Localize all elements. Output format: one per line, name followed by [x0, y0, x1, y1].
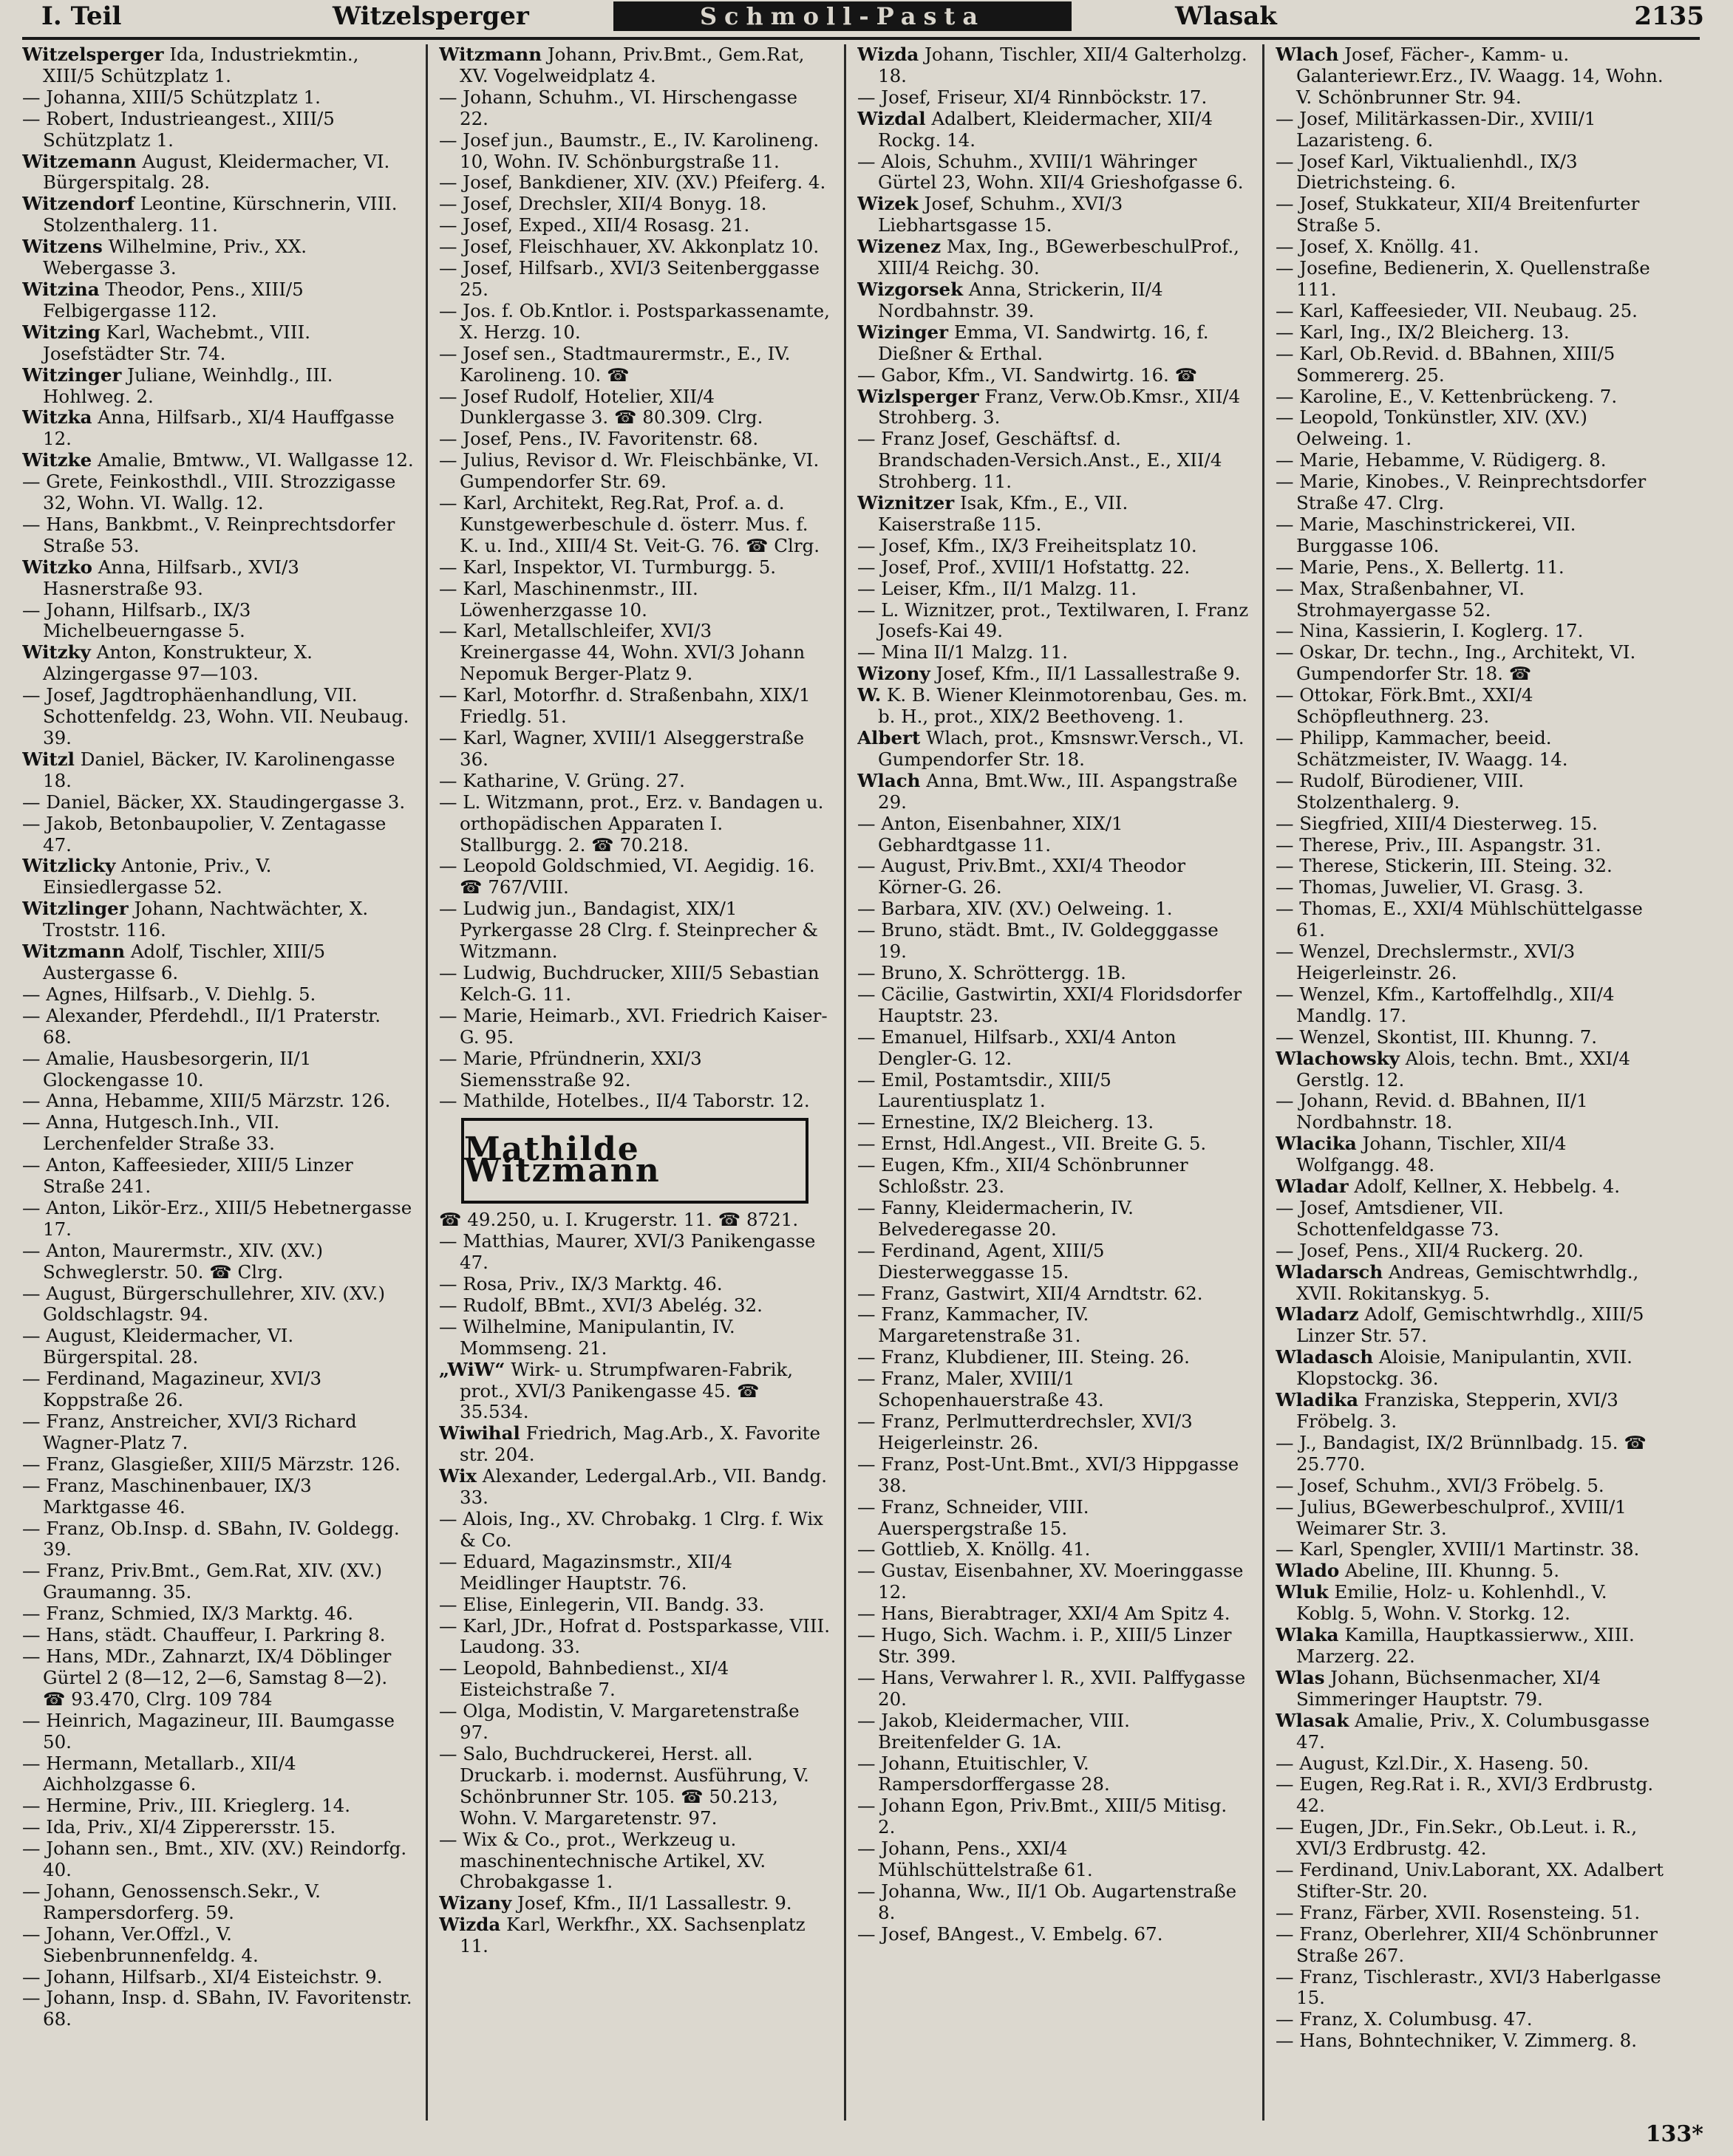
directory-entry: — Leiser, Kfm., II/1 Malzg. 11.	[857, 577, 1137, 599]
directory-entry: — Josefine, Bedienerin, X. Quellenstraße 111.	[1276, 257, 1650, 300]
directory-entry: — Hans, Bohntechniker, V. Zimmerg. 8.	[1276, 2030, 1638, 2052]
directory-entry: — Franz, Priv.Bmt., Gem.Rat, XIV. (XV.) Graumanng. 35.	[22, 1560, 383, 1603]
directory-entry: — Karl, Inspektor, VI. Turmburgg. 5.	[439, 556, 777, 578]
directory-entry: Witzendorf Leontine, Kürschnerin, VIII. Stolzenthalerg. 11.	[22, 193, 398, 236]
directory-entry: — Johann sen., Bmt., XIV. (XV.) Reindorfg. 40.	[22, 1838, 407, 1881]
directory-entry: — Karl, Kaffeesieder, VII. Neubaug. 25.	[1276, 299, 1638, 321]
directory-entry: — Hermine, Priv., III. Krieglerg. 14.	[22, 1795, 351, 1817]
directory-entry: — Franz, Gastwirt, XII/4 Arndtstr. 62.	[857, 1282, 1203, 1304]
directory-entry: — August, Bürgerschullehrer, XIV. (XV.) Goldschlagstr. 94.	[22, 1282, 386, 1326]
directory-entry: — Anton, Eisenbahner, XIX/1 Gebhardtgasse 11.	[857, 812, 1123, 856]
directory-entry: — Josef, Friseur, XI/4 Rinnböckstr. 17.	[857, 86, 1208, 108]
directory-entry: — Franz, X. Columbusg. 47.	[1276, 2008, 1533, 2030]
directory-entry: — Nina, Kassierin, I. Koglerg. 17.	[1276, 620, 1584, 642]
directory-entry: — Josef, Amtsdiener, VII. Schottenfeldgasse 73.	[1276, 1196, 1504, 1240]
directory-entry: — Anton, Kaffeesieder, XIII/5 Linzer Straße 241.	[22, 1154, 353, 1198]
directory-entry: — Max, Straßenbahner, VI. Strohmayergasse 52.	[1276, 577, 1525, 621]
signature-mark: 133*	[1645, 2121, 1703, 2147]
directory-entry: Wladika Franziska, Stepperin, XVI/3 Fröbelg. 3.	[1276, 1389, 1618, 1432]
directory-entry: Witzina Theodor, Pens., XIII/5 Felbigergasse 112.	[22, 278, 304, 321]
directory-entry: — Robert, Industrieangest., XIII/5 Schützplatz 1.	[22, 107, 335, 151]
directory-entry: Wladar Adolf, Kellner, X. Hebbelg. 4.	[1276, 1176, 1621, 1198]
directory-entry: — Alois, Schuhm., XVIII/1 Währinger Gürtel 23, Wohn. XII/4 Grieshofgasse 6.	[857, 150, 1244, 194]
directory-entry: — Ernestine, IX/2 Bleicherg. 13.	[857, 1111, 1154, 1133]
directory-entry: — Josef, Jagdtrophäenhandlung, VII. Schottenfeldg. 23, Wohn. VII. Neubaug. 39.	[22, 684, 409, 748]
directory-entry: Wix Alexander, Ledergal.Arb., VII. Bandg. 33.	[439, 1465, 827, 1509]
directory-entry: — Elise, Einlegerin, VII. Bandg. 33.	[439, 1593, 765, 1615]
directory-entry: Wladarz Adolf, Gemischtwrhdlg., XIII/5 Linzer Str. 57.	[1276, 1303, 1644, 1347]
directory-entry: — Anna, Hutgesch.Inh., VII. Lerchenfelder Straße 33.	[22, 1111, 280, 1155]
directory-entry: — Ottokar, Förk.Bmt., XXI/4 Schöpfleuthnerg. 23.	[1276, 684, 1533, 728]
directory-entry: — Karl, Motorfhr. d. Straßenbahn, XIX/1 Friedlg. 51.	[439, 684, 811, 728]
directory-entry: — Fanny, Kleidermacherin, IV. Belvederegasse 20.	[857, 1196, 1134, 1240]
directory-entry: Wiwihal Friedrich, Mag.Arb., X. Favorite str. 204.	[439, 1422, 820, 1466]
directory-entry: — Ferdinand, Agent, XIII/5 Diesterweggasse 15.	[857, 1239, 1105, 1283]
directory-entry: — Daniel, Bäcker, XX. Staudingergasse 3.	[22, 791, 406, 813]
directory-entry: — Gustav, Eisenbahner, XV. Moeringgasse 12.	[857, 1560, 1244, 1603]
directory-entry: — Franz, Klubdiener, III. Steing. 26.	[857, 1346, 1190, 1368]
directory-entry: Witzelsperger Ida, Industriekmtin., XIII/5 Schützplatz 1.	[22, 44, 359, 86]
directory-entry: Wizinger Emma, VI. Sandwirtg. 16, f. Dießner & Erthal.	[857, 321, 1209, 364]
directory-entry: Wlacika Johann, Tischler, XII/4 Wolfgangg. 48.	[1276, 1133, 1567, 1176]
directory-entry: — August, Priv.Bmt., XXI/4 Theodor Körner-G. 26.	[857, 855, 1186, 898]
directory-entry: Wladasch Aloisie, Manipulantin, XVII. Klopstockg. 36.	[1276, 1346, 1632, 1390]
directory-entry: — Eugen, Reg.Rat i. R., XVI/3 Erdbrustg. 42.	[1276, 1773, 1654, 1817]
directory-entry: — Anton, Maurermstr., XIV. (XV.) Schweglerstr. 50. ☎ Clrg.	[22, 1239, 324, 1283]
directory-entry: — Siegfried, XIII/4 Diesterweg. 15.	[1276, 812, 1598, 834]
directory-entry: — Franz, Maschinenbauer, IX/3 Marktgasse 46.	[22, 1474, 312, 1518]
directory-entry: Wlachowsky Alois, techn. Bmt., XXI/4 Gerstlg. 12.	[1276, 1047, 1630, 1091]
directory-entry: Witzl Daniel, Bäcker, IV. Karolinengasse 18.	[22, 748, 395, 791]
directory-entry: — Katharine, V. Grüng. 27.	[439, 769, 685, 791]
directory-entry: Witzens Wilhelmine, Priv., XX. Webergasse 3.	[22, 236, 307, 279]
column-2	[439, 44, 831, 2121]
directory-entry: — Franz, Schneider, VIII. Auerspergstraße 15.	[857, 1495, 1089, 1539]
advertisement-text: Mathilde Witzmann	[464, 1130, 661, 1190]
directory-entry: — Marie, Pens., X. Bellertg. 11.	[1276, 556, 1565, 578]
directory-entry: — Karl, Wagner, XVIII/1 Alseggerstraße 36.	[439, 727, 805, 770]
directory-entry: — Josef, Stukkateur, XII/4 Breitenfurter Straße 5.	[1276, 193, 1640, 236]
directory-entry: — Josef, Pens., IV. Favoritenstr. 68.	[439, 428, 759, 450]
directory-entry: — Mina II/1 Malzg. 11.	[857, 641, 1069, 663]
directory-entry: — Karl, Metallschleifer, XVI/3 Kreinergasse 44, Wohn. XVI/3 Johann Nepomuk Berger-Platz 9.	[439, 620, 806, 685]
directory-entry: — Hugo, Sich. Wachm. i. P., XIII/5 Linzer Str. 399.	[857, 1624, 1232, 1667]
directory-entry: — Josef, Prof., XVIII/1 Hofstattg. 22.	[857, 556, 1191, 578]
directory-entry: Albert Wlach, prot., Kmsnswr.Versch., VI. Gumpendorfer Str. 18.	[857, 727, 1245, 770]
directory-entry: Witzko Anna, Hilfsarb., XVI/3 Hasnerstraße 93.	[22, 556, 299, 599]
directory-entry: — August, Kleidermacher, VI. Bürgerspital. 28.	[22, 1325, 294, 1368]
directory-entry: — Johann, Pens., XXI/4 Mühlschüttelstraße 61.	[857, 1838, 1093, 1881]
directory-entry: — Hans, MDr., Zahnarzt, IX/4 Döblinger Gürtel 2 (8—12, 2—6, Samstag 8—2). ☎ 93.470, Clrg. 109 784	[22, 1645, 392, 1710]
directory-entry: — Karl, JDr., Hofrat d. Postsparkasse, VIII. Laudong. 33.	[439, 1614, 830, 1658]
directory-entry: — August, Kzl.Dir., X. Haseng. 50.	[1276, 1752, 1589, 1774]
directory-entry: — Rudolf, Bürodiener, VIII. Stolzenthalerg. 9.	[1276, 769, 1525, 813]
directory-entry: Wizenez Max, Ing., BGewerbeschulProf., XIII/4 Reichg. 30.	[857, 236, 1239, 279]
directory-entry: — Johanna, Ww., II/1 Ob. Augartenstraße 8.	[857, 1880, 1237, 1923]
directory-entry: — Alois, Ing., XV. Chrobakg. 1 Clrg. f. Wix & Co.	[439, 1508, 823, 1551]
directory-entry: — Oskar, Dr. techn., Ing., Architekt, VI. Gumpendorfer Str. 18. ☎	[1276, 641, 1636, 685]
directory-entry: — Jakob, Kleidermacher, VIII. Breitenfelder G. 1A.	[857, 1709, 1130, 1753]
directory-entry: — Josef, Pens., XII/4 Ruckerg. 20.	[1276, 1239, 1584, 1261]
directory-entry: Wladarsch Andreas, Gemischtwrhdlg., XVII. Rokitanskyg. 5.	[1276, 1260, 1639, 1304]
directory-entry: Wizek Josef, Schuhm., XVI/3 Liebhartsgasse 15.	[857, 193, 1123, 236]
directory-entry: — Hermann, Metallarb., XII/4 Aichholzgasse 6.	[22, 1752, 296, 1795]
directory-entry: Wiznitzer Isak, Kfm., E., VII. Kaiserstraße 115.	[857, 492, 1128, 535]
directory-entry: — Ferdinand, Magazineur, XVI/3 Koppstraße 26.	[22, 1368, 322, 1411]
directory-entry: Wizlsperger Franz, Verw.Ob.Kmsr., XII/4 Strohberg. 3.	[857, 385, 1241, 429]
directory-entry: — Mathilde, Hotelbes., II/4 Taborstr. 12.	[439, 1090, 810, 1112]
directory-entry: Witzmann Johann, Priv.Bmt., Gem.Rat, XV. Vogelweidplatz 4.	[439, 44, 805, 86]
directory-entry: — Johann, Schuhm., VI. Hirschengasse 22.	[439, 86, 797, 129]
directory-entry: — Karl, Ob.Revid. d. BBahnen, XIII/5 Sommererg. 25.	[1276, 342, 1615, 386]
directory-entry: — Karl, Ing., IX/2 Bleicherg. 13.	[1276, 321, 1570, 343]
directory-entry: — Agnes, Hilfsarb., V. Diehlg. 5.	[22, 983, 316, 1005]
column-1	[22, 44, 414, 2121]
directory-entry: — Barbara, XIV. (XV.) Oelweing. 1.	[857, 898, 1173, 920]
directory-entry: — Rudolf, BBmt., XVI/3 Abelég. 32.	[439, 1294, 763, 1316]
directory-entry: — Julius, Revisor d. Wr. Fleischbänke, VI. Gumpendorfer Str. 69.	[439, 449, 820, 493]
directory-entry: — Franz, Oberlehrer, XII/4 Schönbrunner Straße 267.	[1276, 1923, 1658, 1966]
directory-entry: — Wilhelmine, Manipulantin, IV. Mommseng. 21.	[439, 1315, 735, 1359]
directory-entry: — L. Wiznitzer, prot., Textilwaren, I. Franz Josefs-Kai 49.	[857, 598, 1249, 642]
directory-entry: — Grete, Feinkosthdl., VIII. Strozzigasse 32, Wohn. VI. Wallg. 12.	[22, 471, 396, 514]
directory-entry: — Hans, Verwahrer l. R., XVII. Palffygasse 20.	[857, 1666, 1246, 1710]
directory-entry: — Franz, Post-Unt.Bmt., XVI/3 Hippgasse 38.	[857, 1453, 1239, 1496]
directory-entry: — Julius, BGewerbeschulprof., XVIII/1 Weimarer Str. 3.	[1276, 1495, 1627, 1539]
directory-entry: — Josef, Drechsler, XII/4 Bonyg. 18.	[439, 193, 767, 215]
directory-entry: Wizda Karl, Werkfhr., XX. Sachsenplatz 11.	[439, 1914, 806, 1957]
directory-entry: — Marie, Hebamme, V. Rüdigerg. 8.	[1276, 449, 1607, 471]
directory-entry: Witzky Anton, Konstrukteur, X. Alzingergasse 97—103.	[22, 641, 313, 685]
directory-entry: Witzke Amalie, Bmtww., VI. Wallgasse 12.	[22, 449, 414, 471]
directory-entry: — Franz, Glasgießer, XIII/5 Märzstr. 126.	[22, 1453, 401, 1475]
directory-entry: — Johann, Genossensch.Sekr., V. Rampersdorferg. 59.	[22, 1880, 321, 1923]
directory-entry: — Wenzel, Kfm., Kartoffelhdlg., XII/4 Mandlg. 17.	[1276, 983, 1615, 1026]
directory-entry: — Johann, Revid. d. BBahnen, II/1 Nordbahnstr. 18.	[1276, 1090, 1588, 1133]
directory-entry: — Josef, Bankdiener, XIV. (XV.) Pfeiferg. 4.	[439, 171, 826, 194]
directory-entry: Wluk Emilie, Holz- u. Kohlenhdl., V. Koblg. 5, Wohn. V. Storkg. 12.	[1276, 1581, 1607, 1625]
header-advertisement: Schmoll-Pasta	[613, 1, 1072, 31]
directory-entry: — Johann, Insp. d. SBahn, IV. Favoritenstr. 68.	[22, 1987, 412, 2030]
directory-entry: — Johann Egon, Priv.Bmt., XIII/5 Mitisg. 2.	[857, 1795, 1228, 1838]
column-4	[1276, 44, 1667, 2121]
directory-entry: — Thomas, E., XXI/4 Mühlschüttelgasse 61.	[1276, 898, 1643, 941]
directory-entry: — Hans, Bankbmt., V. Reinprechtsdorfer Straße 53.	[22, 513, 395, 556]
directory-entry: — Marie, Pfründnerin, XXI/3 Siemensstraße 92.	[439, 1047, 702, 1091]
directory-entry: — Ferdinand, Univ.Laborant, XX. Adalbert Stifter-Str. 20.	[1276, 1859, 1664, 1902]
directory-entry: — Karl, Maschinenmstr., III. Löwenherzgasse 10.	[439, 577, 698, 621]
directory-entry: — Wenzel, Skontist, III. Khunng. 7.	[1276, 1026, 1598, 1048]
directory-entry: — Amalie, Hausbesorgerin, II/1 Glockengasse 10.	[22, 1047, 312, 1091]
directory-entry: — Leopold, Bahnbedienst., XI/4 Eisteichstraße 7.	[439, 1657, 729, 1701]
directory-entry: „WiW“ Wirk- u. Strumpfwaren-Fabrik, prot., XVI/3 Panikengasse 45. ☎ 35.534.	[439, 1358, 794, 1423]
directory-entry: — Karl, Architekt, Reg.Rat, Prof. a. d. Kunstgewerbeschule d. österr. Mus. f. K. u. Ind., XIII/4 St. Veit-G. 76. ☎ Clrg.	[439, 492, 820, 556]
directory-entry: — Josef, Hilfsarb., XVI/3 Seitenberggasse 25.	[439, 257, 820, 300]
directory-entry: — Eugen, JDr., Fin.Sekr., Ob.Leut. i. R., XVI/3 Erdbrustg. 42.	[1276, 1816, 1638, 1860]
directory-entry: — Franz, Kammacher, IV. Margaretenstraße 31.	[857, 1303, 1089, 1347]
directory-entry: — Jakob, Betonbaupolier, V. Zentagasse 47.	[22, 812, 387, 856]
directory-entry: — Emil, Postamtsdir., XIII/5 Laurentiusplatz 1.	[857, 1068, 1111, 1112]
directory-entry: — Hans, städt. Chauffeur, I. Parkring 8.	[22, 1624, 386, 1646]
directory-entry: — Jos. f. Ob.Kntlor. i. Postsparkassenamte, X. Herzg. 10.	[439, 299, 830, 343]
directory-entry: — Leopold, Tonkünstler, XIV. (XV.) Oelweing. 1.	[1276, 406, 1587, 450]
directory-entry: — Johann, Hilfsarb., XI/4 Eisteichstr. 9.	[22, 1965, 383, 1988]
directory-entry: — Franz Josef, Geschäftsf. d. Brandschaden-Versich.Anst., E., XII/4 Strohberg. 11.	[857, 428, 1222, 493]
directory-entry: — Josef, Kfm., IX/3 Freiheitsplatz 10.	[857, 534, 1197, 556]
directory-entry: — Josef sen., Stadtmaurermstr., E., IV. Karolineng. 10. ☎	[439, 342, 791, 386]
directory-entry: — Bruno, X. Schröttergg. 1B.	[857, 961, 1126, 983]
directory-entry: — Marie, Kinobes., V. Reinprechtsdorfer Straße 47. Clrg.	[1276, 471, 1647, 514]
directory-entry: Witzlinger Johann, Nachtwächter, X. Troststr. 116.	[22, 898, 369, 941]
directory-entry: — Josef jun., Baumstr., E., IV. Karolineng. 10, Wohn. IV. Schönburgstraße 11.	[439, 129, 820, 172]
directory-entry: — Johann, Ver.Offzl., V. Siebenbrunnenfeldg. 4.	[22, 1923, 259, 1966]
directory-entry: — Karoline, E., V. Kettenbrückeng. 7.	[1276, 385, 1618, 407]
directory-entry: Wizony Josef, Kfm., II/1 Lassallestraße 9.	[857, 663, 1241, 685]
running-header	[22, 0, 1715, 33]
directory-entry: — Franz, Tischlerastr., XVI/3 Haberlgasse 15.	[1276, 1965, 1661, 2009]
directory-entry: Witzemann August, Kleidermacher, VI. Bürgerspitalg. 28.	[22, 150, 390, 194]
directory-entry: Witzka Anna, Hilfsarb., XI/4 Hauffgasse 12.	[22, 406, 395, 450]
directory-entry: — Josef Rudolf, Hotelier, XII/4 Dunklergasse 3. ☎ 80.309. Clrg.	[439, 385, 763, 429]
directory-entry: Witzinger Juliane, Weinhdlg., III. Hohlweg. 2.	[22, 364, 333, 407]
directory-entry: Wizgorsek Anna, Strickerin, II/4 Nordbahnstr. 39.	[857, 278, 1163, 321]
directory-entry: Wlasak Amalie, Priv., X. Columbusgasse 47.	[1276, 1709, 1650, 1753]
directory-entry: — Therese, Priv., III. Aspangstr. 31.	[1276, 833, 1601, 856]
directory-entry: — Rosa, Priv., IX/3 Marktg. 46.	[439, 1273, 723, 1295]
directory-entry: — Johann, Etuitischler, V. Rampersdorffergasse 28.	[857, 1752, 1110, 1795]
directory-entry: — Thomas, Juwelier, VI. Grasg. 3.	[1276, 876, 1584, 898]
directory-entry: — J., Bandagist, IX/2 Brünnlbadg. 15. ☎ 25.770.	[1276, 1431, 1647, 1475]
directory-entry: — Anna, Hebamme, XIII/5 Märzstr. 126.	[22, 1090, 391, 1112]
directory-entry: — Emanuel, Hilfsarb., XXI/4 Anton Dengler-G. 12.	[857, 1026, 1177, 1069]
directory-entry: — Ida, Priv., XI/4 Zipperersstr. 15.	[22, 1816, 336, 1838]
page-number: 2135	[1634, 1, 1704, 31]
directory-entry: Witzlicky Antonie, Priv., V. Einsiedlergasse 52.	[22, 855, 272, 898]
directory-entry: — Marie, Maschinstrickerei, VII. Burggasse 106.	[1276, 513, 1576, 556]
directory-entry: — Olga, Modistin, V. Margaretenstraße 97.	[439, 1700, 800, 1744]
directory-entry: Wizda Johann, Tischler, XII/4 Galterholzg. 18.	[857, 44, 1247, 86]
directory-entry: Wlach Josef, Fächer-, Kamm- u. Galanteriewr.Erz., IV. Waagg. 14, Wohn. V. Schönbrunner Str. 94.	[1276, 44, 1664, 108]
directory-entry: Wlas Johann, Büchsenmacher, XI/4 Simmeringer Hauptstr. 79.	[1276, 1666, 1601, 1710]
directory-entry: — Josef, Schuhm., XVI/3 Fröbelg. 5.	[1276, 1474, 1604, 1496]
directory-entry: Wizany Josef, Kfm., II/1 Lassallestr. 9.	[439, 1892, 792, 1914]
directory-entry: — Bruno, städt. Bmt., IV. Goldegggasse 19.	[857, 919, 1219, 963]
directory-entry: — Josef, X. Knöllg. 41.	[1276, 236, 1480, 258]
directory-entry: — Karl, Spengler, XVIII/1 Martinstr. 38.	[1276, 1538, 1640, 1560]
directory-entry: — Wix & Co., prot., Werkzeug u. maschinentechnische Artikel, XV. Chrobakgasse 1.	[439, 1828, 766, 1893]
directory-entry: — Josef, Exped., XII/4 Rosasg. 21.	[439, 214, 750, 236]
directory-entry: — Leopold Goldschmied, VI. Aegidig. 16. ☎ 767/VIII.	[439, 855, 815, 898]
directory-entry: — Josef, Fleischhauer, XV. Akkonplatz 10.	[439, 236, 820, 258]
directory-entry: — Josef, BAngest., V. Embelg. 67.	[857, 1923, 1163, 1945]
directory-entry: ☎ 49.250, u. I. Krugerstr. 11. ☎ 8721.	[439, 1209, 799, 1231]
directory-entry: — Wenzel, Drechslermstr., XVI/3 Heigerleinstr. 26.	[1276, 941, 1576, 983]
column-divider	[426, 44, 428, 2121]
directory-entry: — Ludwig, Buchdrucker, XIII/5 Sebastian Kelch-G. 11.	[439, 961, 820, 1005]
part-label: I. Teil	[41, 1, 122, 31]
header-rule	[22, 37, 1700, 40]
first-name-guide: Witzelsperger	[333, 1, 529, 31]
directory-entry: — Franz, Perlmutterdrechsler, XVI/3 Heigerleinstr. 26.	[857, 1410, 1193, 1453]
directory-entry: — Eduard, Magazinsmstr., XII/4 Meidlinger Hauptstr. 76.	[439, 1550, 732, 1594]
directory-entry: Witzmann Adolf, Tischler, XIII/5 Austergasse 6.	[22, 941, 326, 983]
directory-entry: — Josef, Militärkassen-Dir., XVIII/1 Lazaristeng. 6.	[1276, 107, 1596, 151]
directory-entry: — Johann, Hilfsarb., IX/3 Michelbeuerngasse 5.	[22, 598, 251, 642]
directory-entry: — Franz, Anstreicher, XVI/3 Richard Wagner-Platz 7.	[22, 1410, 357, 1453]
directory-entry: — Heinrich, Magazineur, III. Baumgasse 50.	[22, 1709, 395, 1753]
directory-entry: — Johanna, XIII/5 Schützplatz 1.	[22, 86, 321, 108]
directory-entry: — Matthias, Maurer, XVI/3 Panikengasse 47.	[439, 1230, 816, 1274]
directory-entry: — Ernst, Hdl.Angest., VII. Breite G. 5.	[857, 1133, 1207, 1155]
directory-entry: — Cäcilie, Gastwirtin, XXI/4 Floridsdorfer Hauptstr. 23.	[857, 983, 1242, 1026]
directory-entry: — Alexander, Pferdehdl., II/1 Praterstr. 68.	[22, 1004, 381, 1048]
directory-entry: — Marie, Heimarb., XVI. Friedrich Kaiser-G. 95.	[439, 1004, 828, 1048]
directory-entry: Wizdal Adalbert, Kleidermacher, XII/4 Rockg. 14.	[857, 107, 1213, 151]
directory-entry: — Ludwig jun., Bandagist, XIX/1 Pyrkergasse 28 Clrg. f. Steinprecher & Witzmann.	[439, 898, 819, 963]
last-name-guide: Wlasak	[1175, 1, 1277, 31]
directory-entry: W. K. B. Wiener Kleinmotorenbau, Ges. m. b. H., prot., XIX/2 Beethoveng. 1.	[857, 684, 1248, 728]
directory-entry: — Franz, Färber, XVII. Rosensteing. 51.	[1276, 1901, 1641, 1923]
column-3	[857, 44, 1249, 2121]
directory-entry: — Franz, Maler, XVIII/1 Schopenhauerstraße 43.	[857, 1368, 1104, 1411]
directory-entry: — Salo, Buchdruckerei, Herst. all. Druckarb. i. modernst. Ausführung, V. Schönbrunner Str. 105. ☎ 50.213, Wohn. V. Margaretenstr. 97.	[439, 1742, 809, 1829]
directory-entry: — Therese, Stickerin, III. Steing. 32.	[1276, 855, 1613, 877]
directory-entry: — Eugen, Kfm., XII/4 Schönbrunner Schloßstr. 23.	[857, 1154, 1188, 1198]
column-divider	[1262, 44, 1264, 2121]
directory-entry: — L. Witzmann, prot., Erz. v. Bandagen u. orthopädischen Apparaten I. Stallburgg. 2. ☎ 70.218.	[439, 791, 824, 856]
directory-entry: — Anton, Likör-Erz., XIII/5 Hebetnergasse 17.	[22, 1196, 412, 1240]
directory-entry: Witzing Karl, Wachebmt., VIII. Josefstädter Str. 74.	[22, 321, 310, 364]
directory-entry: — Franz, Schmied, IX/3 Marktg. 46.	[22, 1603, 354, 1625]
directory-entry: — Gottlieb, X. Knöllg. 41.	[857, 1538, 1091, 1560]
directory-entry: Wlach Anna, Bmt.Ww., III. Aspangstraße 29.	[857, 769, 1238, 813]
directory-entry: — Gabor, Kfm., VI. Sandwirtg. 16. ☎	[857, 364, 1198, 386]
directory-entry: — Philipp, Kammacher, beeid. Schätzmeister, IV. Waagg. 14.	[1276, 727, 1568, 770]
directory-entry: — Franz, Ob.Insp. d. SBahn, IV. Goldegg. 39.	[22, 1517, 400, 1560]
directory-entry: Wlaka Kamilla, Hauptkassierww., XIII. Marzerg. 22.	[1276, 1624, 1635, 1667]
column-divider	[844, 44, 846, 2121]
directory-entry: Wlado Abeline, III. Khunng. 5.	[1276, 1560, 1560, 1582]
directory-entry: — Hans, Bierabtrager, XXI/4 Am Spitz 4.	[857, 1603, 1230, 1625]
advertisement-box	[461, 1118, 808, 1204]
directory-entry: — Josef Karl, Viktualienhdl., IX/3 Dietrichsteing. 6.	[1276, 150, 1578, 194]
